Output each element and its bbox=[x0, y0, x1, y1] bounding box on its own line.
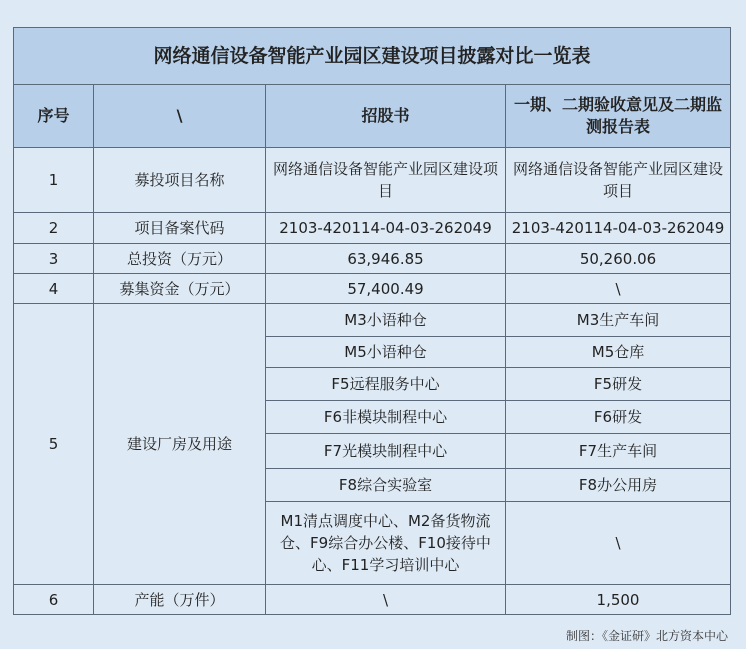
table-row bbox=[14, 585, 731, 615]
cell-prospectus: F6非模块制程中心 bbox=[266, 401, 506, 434]
header-prospectus: 招股书 bbox=[266, 85, 506, 148]
cell-no: 3 bbox=[14, 244, 94, 274]
cell-acceptance: \ bbox=[506, 274, 731, 304]
header-no: 序号 bbox=[14, 85, 94, 148]
cell-acceptance: F5研发 bbox=[506, 368, 731, 401]
cell-prospectus: F8综合实验室 bbox=[266, 469, 506, 502]
cell-prospectus: M1清点调度中心、M2备货物流仓、F9综合办公楼、F10接待中心、F11学习培训中心 bbox=[266, 502, 506, 585]
cell-item: 募集资金（万元） bbox=[94, 274, 266, 304]
cell-prospectus: F7光模块制程中心 bbox=[266, 434, 506, 469]
table-row bbox=[14, 274, 731, 304]
cell-acceptance: M5仓库 bbox=[506, 337, 731, 368]
cell-prospectus: 网络通信设备智能产业园区建设项目 bbox=[266, 148, 506, 213]
cell-acceptance: F6研发 bbox=[506, 401, 731, 434]
cell-acceptance: M3生产车间 bbox=[506, 304, 731, 337]
cell-acceptance: 50,260.06 bbox=[506, 244, 731, 274]
cell-acceptance: 1,500 bbox=[506, 585, 731, 615]
cell-prospectus: \ bbox=[266, 585, 506, 615]
cell-item: 项目备案代码 bbox=[94, 213, 266, 244]
cell-no: 2 bbox=[14, 213, 94, 244]
cell-prospectus: 2103-420114-04-03-262049 bbox=[266, 213, 506, 244]
cell-acceptance: \ bbox=[506, 502, 731, 585]
cell-acceptance: F8办公用房 bbox=[506, 469, 731, 502]
table-row bbox=[14, 244, 731, 274]
cell-item: 建设厂房及用途 bbox=[94, 304, 266, 585]
cell-acceptance: 2103-420114-04-03-262049 bbox=[506, 213, 731, 244]
cell-no: 5 bbox=[14, 304, 94, 585]
comparison-table-container bbox=[13, 27, 730, 615]
table-row bbox=[14, 304, 731, 337]
header-item: \ bbox=[94, 85, 266, 148]
cell-acceptance: 网络通信设备智能产业园区建设项目 bbox=[506, 148, 731, 213]
source-credit: 制图：《金证研》北方资本中心 bbox=[565, 629, 728, 643]
cell-prospectus: 63,946.85 bbox=[266, 244, 506, 274]
table-row bbox=[14, 148, 731, 213]
cell-item: 总投资（万元） bbox=[94, 244, 266, 274]
cell-item: 募投项目名称 bbox=[94, 148, 266, 213]
cell-prospectus: F5远程服务中心 bbox=[266, 368, 506, 401]
comparison-table bbox=[13, 27, 731, 615]
cell-prospectus: M5小语种仓 bbox=[266, 337, 506, 368]
table-title: 网络通信设备智能产业园区建设项目披露对比一览表 bbox=[14, 28, 731, 85]
cell-prospectus: M3小语种仓 bbox=[266, 304, 506, 337]
cell-item: 产能（万件） bbox=[94, 585, 266, 615]
cell-acceptance: F7生产车间 bbox=[506, 434, 731, 469]
cell-no: 6 bbox=[14, 585, 94, 615]
table-row bbox=[14, 213, 731, 244]
cell-no: 1 bbox=[14, 148, 94, 213]
cell-no: 4 bbox=[14, 274, 94, 304]
header-acceptance: 一期、二期验收意见及二期监测报告表 bbox=[506, 85, 731, 148]
cell-prospectus: 57,400.49 bbox=[266, 274, 506, 304]
